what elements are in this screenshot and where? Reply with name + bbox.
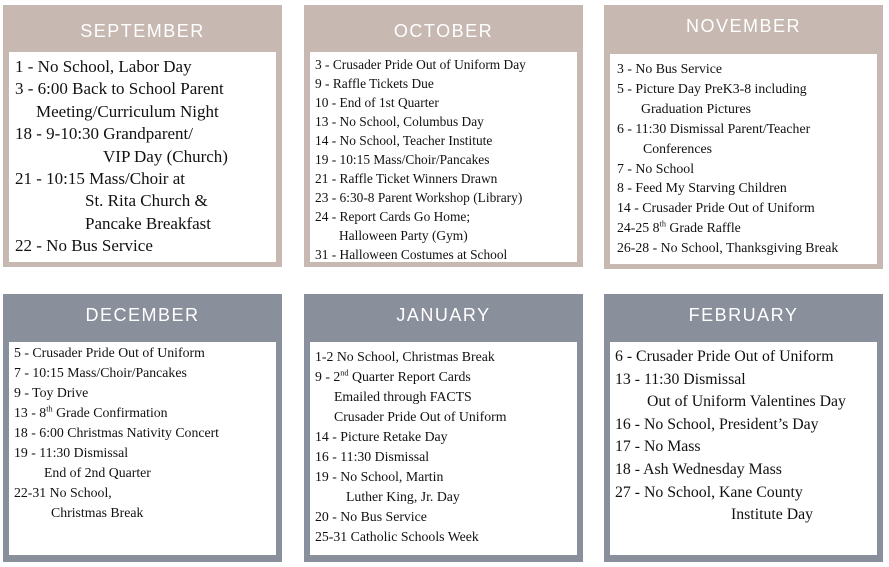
event-item: 9 - 2nd Quarter Report Cards Emailed through FACTS Crusader Pride Out of Uniform — [315, 368, 507, 424]
month-events — [610, 342, 877, 555]
event-item: 21 - Raffle Ticket Winners Drawn — [315, 171, 498, 187]
month-title: DECEMBER — [85, 305, 200, 325]
event-item: 21 - 10:15 Mass/Choir at St. Rita Church & Pancake Breakfast — [15, 169, 212, 233]
event-item: 31 - Halloween Costumes at School — [315, 247, 508, 263]
event-item: 5 - Crusader Pride Out of Uniform — [14, 345, 205, 360]
event-item: 16 - 11:30 Dismissal — [315, 449, 430, 464]
event-item: 18 - 6:00 Christmas Nativity Concert — [14, 425, 220, 440]
event-item: 14 - Picture Retake Day — [315, 429, 448, 444]
month-events — [310, 342, 577, 555]
event-item: 8 - Feed My Starving Children — [617, 180, 787, 196]
event-item: 14 - Crusader Pride Out of Uniform — [617, 200, 815, 216]
event-item: 13 - 8th Grade Confirmation — [14, 404, 168, 420]
event-item: 6 - Crusader Pride Out of Uniform — [615, 348, 834, 365]
month-title: JANUARY — [396, 305, 491, 325]
month-title: SEPTEMBER — [80, 21, 205, 41]
event-item: 1 - No School, Labor Day — [15, 57, 192, 76]
event-item: 19 - 10:15 Mass/Choir/Pancakes — [315, 152, 490, 168]
month-card-november — [604, 5, 883, 269]
event-item: 17 - No Mass — [615, 438, 701, 456]
event-item: 1-2 No School, Christmas Break — [315, 349, 495, 364]
event-item: 13 - No School, Columbus Day — [315, 114, 484, 130]
event-item: 22-31 No School, Christmas Break — [14, 485, 144, 520]
event-item: 7 - 10:15 Mass/Choir/Pancakes — [14, 365, 187, 380]
event-item: 6 - 11:30 Dismissal Parent/Teacher Conferences — [617, 120, 811, 156]
event-item: 19 - 11:30 Dismissal End of 2nd Quarter — [14, 445, 151, 480]
event-item: 5 - Picture Day PreK3-8 including Graduation Pictures — [617, 80, 807, 116]
event-item: 14 - No School, Teacher Institute — [315, 133, 493, 149]
event-item: 24 - Report Cards Go Home; Halloween Party (Gym) — [315, 209, 471, 244]
event-item: 3 - 6:00 Back to School Parent Meeting/Curriculum Night — [15, 79, 224, 121]
event-item: 20 - No Bus Service — [315, 509, 427, 524]
event-item: 19 - No School, Martin Luther King, Jr. Day — [315, 469, 460, 504]
month-events — [310, 52, 577, 262]
month-title: NOVEMBER — [685, 16, 802, 36]
month-card-december — [3, 294, 282, 562]
month-card-january — [304, 294, 583, 562]
event-item: 10 - End of 1st Quarter — [315, 95, 439, 111]
month-events — [9, 342, 276, 555]
event-item: 3 - No Bus Service — [617, 61, 722, 76]
month-events — [9, 52, 276, 262]
month-events — [610, 54, 877, 264]
event-item: 9 - Raffle Tickets Due — [315, 76, 434, 92]
month-title: FEBRUARY — [688, 305, 799, 325]
event-item: 18 - Ash Wednesday Mass — [615, 460, 782, 478]
month-title: OCTOBER — [393, 21, 494, 41]
event-item: 18 - 9-10:30 Grandparent/ VIP Day (Church) — [15, 124, 228, 166]
event-item: 13 - 11:30 Dismissal Out of Uniform Valentines Day — [615, 370, 846, 411]
event-item: 23 - 6:30-8 Parent Workshop (Library) — [315, 190, 523, 206]
event-item: 9 - Toy Drive — [14, 385, 89, 400]
event-item: 24-25 8th Grade Raffle — [617, 219, 741, 236]
month-card-february — [604, 294, 883, 562]
event-item: 3 - Crusader Pride Out of Uniform Day — [315, 57, 526, 72]
event-item: 25-31 Catholic Schools Week — [315, 529, 479, 544]
event-item: 16 - No School, President’s Day — [615, 415, 819, 433]
event-item: 22 - No Bus Service — [15, 236, 153, 256]
month-card-september — [3, 5, 282, 267]
month-card-october — [304, 5, 583, 267]
event-item: 7 - No School — [617, 160, 695, 176]
event-item: 26-28 - No School, Thanksgiving Break — [617, 240, 839, 256]
event-item: 27 - No School, Kane County Institute Day — [615, 483, 814, 524]
